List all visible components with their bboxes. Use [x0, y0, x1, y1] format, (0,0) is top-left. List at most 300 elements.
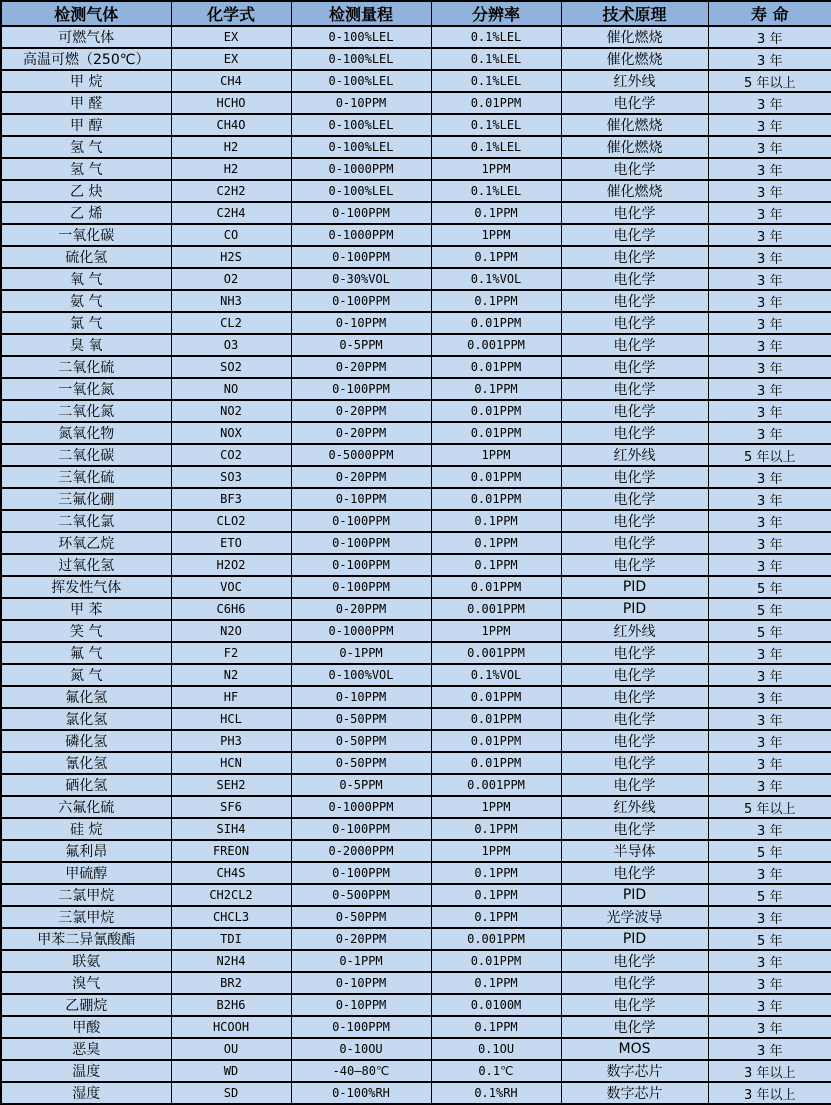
cell-lifespan: 3 年: [708, 422, 831, 444]
cell-resolution: 0.001PPM: [431, 774, 561, 796]
cell-lifespan: 3 年: [708, 708, 831, 730]
cell-gas: 氢 气: [1, 158, 171, 180]
cell-chemical-formula: HCOOH: [171, 1016, 291, 1038]
table-row: [1, 972, 831, 994]
cell-chemical-formula: HCHO: [171, 92, 291, 114]
cell-gas: 氟化氢: [1, 686, 171, 708]
cell-gas: 磷化氢: [1, 730, 171, 752]
cell-resolution: 0.1%LEL: [431, 180, 561, 202]
cell-resolution: 1PPM: [431, 444, 561, 466]
cell-chemical-formula: C2H4: [171, 202, 291, 224]
table-row: [1, 774, 831, 796]
cell-resolution: 0.1PPM: [431, 972, 561, 994]
table-row: [1, 906, 831, 928]
cell-chemical-formula: WD: [171, 1060, 291, 1082]
cell-gas: 氨 气: [1, 290, 171, 312]
cell-lifespan: 3 年以上: [708, 1082, 831, 1104]
table-row: [1, 290, 831, 312]
cell-detection-range: 0-100PPM: [291, 510, 431, 532]
cell-chemical-formula: CH4O: [171, 114, 291, 136]
table-row: [1, 1060, 831, 1082]
cell-resolution: 0.1PPM: [431, 290, 561, 312]
table-row: [1, 708, 831, 730]
table-row: [1, 158, 831, 180]
cell-detection-range: 0-1000PPM: [291, 620, 431, 642]
cell-technology: 电化学: [561, 158, 708, 180]
cell-chemical-formula: SO2: [171, 356, 291, 378]
cell-detection-range: 0-100PPM: [291, 1016, 431, 1038]
table-row: [1, 532, 831, 554]
cell-technology: 电化学: [561, 818, 708, 840]
cell-detection-range: 0-100%LEL: [291, 48, 431, 70]
cell-gas: 二氯甲烷: [1, 884, 171, 906]
cell-detection-range: 0-10PPM: [291, 994, 431, 1016]
cell-chemical-formula: BR2: [171, 972, 291, 994]
cell-detection-range: 0-1PPM: [291, 642, 431, 664]
cell-resolution: 1PPM: [431, 796, 561, 818]
cell-lifespan: 3 年: [708, 26, 831, 48]
cell-technology: 电化学: [561, 378, 708, 400]
cell-lifespan: 3 年: [708, 246, 831, 268]
cell-resolution: 0.1OU: [431, 1038, 561, 1060]
cell-chemical-formula: C2H2: [171, 180, 291, 202]
cell-technology: 电化学: [561, 246, 708, 268]
cell-lifespan: 3 年以上: [708, 1060, 831, 1082]
cell-detection-range: 0-1000PPM: [291, 796, 431, 818]
cell-gas: 甲 醛: [1, 92, 171, 114]
cell-technology: 光学波导: [561, 906, 708, 928]
cell-resolution: 0.0100M: [431, 994, 561, 1016]
table-row: [1, 466, 831, 488]
cell-gas: 硅 烷: [1, 818, 171, 840]
cell-resolution: 0.1PPM: [431, 554, 561, 576]
cell-technology: 电化学: [561, 290, 708, 312]
cell-resolution: 0.01PPM: [431, 686, 561, 708]
cell-resolution: 0.1PPM: [431, 378, 561, 400]
header-row: [1, 1, 831, 26]
cell-technology: 半导体: [561, 840, 708, 862]
table-row: [1, 92, 831, 114]
cell-technology: 电化学: [561, 334, 708, 356]
cell-gas: 三氧化硫: [1, 466, 171, 488]
cell-detection-range: 0-20PPM: [291, 400, 431, 422]
column-header-chemical-formula: 化学式: [171, 1, 291, 26]
cell-gas: 氟利昂: [1, 840, 171, 862]
table-row: [1, 818, 831, 840]
cell-chemical-formula: NO2: [171, 400, 291, 422]
table-row: [1, 488, 831, 510]
cell-technology: 电化学: [561, 422, 708, 444]
cell-detection-range: 0-100PPM: [291, 378, 431, 400]
cell-detection-range: 0-50PPM: [291, 752, 431, 774]
table-body: [1, 26, 831, 1104]
cell-technology: 红外线: [561, 444, 708, 466]
cell-lifespan: 3 年: [708, 466, 831, 488]
cell-lifespan: 3 年: [708, 92, 831, 114]
cell-lifespan: 3 年: [708, 136, 831, 158]
table-row: [1, 378, 831, 400]
cell-technology: 电化学: [561, 312, 708, 334]
table-row: [1, 840, 831, 862]
table-row: [1, 444, 831, 466]
cell-resolution: 0.1PPM: [431, 884, 561, 906]
cell-detection-range: 0-20PPM: [291, 422, 431, 444]
cell-lifespan: 3 年: [708, 268, 831, 290]
cell-chemical-formula: SD: [171, 1082, 291, 1104]
cell-gas: 湿度: [1, 1082, 171, 1104]
cell-technology: 电化学: [561, 224, 708, 246]
cell-gas: 三氟化硼: [1, 488, 171, 510]
cell-lifespan: 3 年: [708, 950, 831, 972]
cell-technology: 电化学: [561, 400, 708, 422]
cell-lifespan: 3 年: [708, 202, 831, 224]
cell-detection-range: 0-10PPM: [291, 92, 431, 114]
cell-chemical-formula: CH4: [171, 70, 291, 92]
cell-chemical-formula: CL2: [171, 312, 291, 334]
column-header-lifespan: 寿 命: [708, 1, 831, 26]
cell-chemical-formula: ETO: [171, 532, 291, 554]
cell-lifespan: 3 年: [708, 488, 831, 510]
cell-gas: 甲 醇: [1, 114, 171, 136]
cell-resolution: 0.001PPM: [431, 598, 561, 620]
cell-chemical-formula: SF6: [171, 796, 291, 818]
table-row: [1, 796, 831, 818]
cell-gas: 挥发性气体: [1, 576, 171, 598]
cell-lifespan: 3 年: [708, 158, 831, 180]
cell-chemical-formula: H2S: [171, 246, 291, 268]
cell-technology: 催化燃烧: [561, 48, 708, 70]
table-row: [1, 136, 831, 158]
cell-chemical-formula: OU: [171, 1038, 291, 1060]
cell-resolution: 0.01PPM: [431, 950, 561, 972]
cell-gas: 甲 烷: [1, 70, 171, 92]
table-row: [1, 1038, 831, 1060]
cell-chemical-formula: C6H6: [171, 598, 291, 620]
cell-detection-range: -40—80℃: [291, 1060, 431, 1082]
column-header-gas: 检测气体: [1, 1, 171, 26]
cell-resolution: 1PPM: [431, 840, 561, 862]
cell-resolution: 0.1PPM: [431, 818, 561, 840]
cell-gas: 甲硫醇: [1, 862, 171, 884]
cell-chemical-formula: VOC: [171, 576, 291, 598]
cell-detection-range: 0-100%LEL: [291, 26, 431, 48]
cell-chemical-formula: CO: [171, 224, 291, 246]
cell-resolution: 0.1PPM: [431, 862, 561, 884]
cell-technology: 电化学: [561, 862, 708, 884]
cell-resolution: 0.1PPM: [431, 532, 561, 554]
cell-technology: 电化学: [561, 554, 708, 576]
cell-resolution: 0.01PPM: [431, 422, 561, 444]
cell-gas: 恶臭: [1, 1038, 171, 1060]
cell-chemical-formula: O2: [171, 268, 291, 290]
cell-detection-range: 0-500PPM: [291, 884, 431, 906]
cell-technology: 电化学: [561, 730, 708, 752]
cell-gas: 二氧化硫: [1, 356, 171, 378]
cell-lifespan: 3 年: [708, 752, 831, 774]
cell-lifespan: 3 年: [708, 312, 831, 334]
cell-gas: 氟 气: [1, 642, 171, 664]
cell-detection-range: 0-100%LEL: [291, 114, 431, 136]
cell-chemical-formula: H2: [171, 158, 291, 180]
table-row: [1, 70, 831, 92]
cell-detection-range: 0-100PPM: [291, 246, 431, 268]
cell-lifespan: 5 年以上: [708, 70, 831, 92]
cell-technology: 电化学: [561, 202, 708, 224]
cell-gas: 氯化氢: [1, 708, 171, 730]
cell-detection-range: 0-1000PPM: [291, 158, 431, 180]
cell-technology: 红外线: [561, 620, 708, 642]
cell-lifespan: 3 年: [708, 1038, 831, 1060]
cell-chemical-formula: CO2: [171, 444, 291, 466]
cell-technology: 电化学: [561, 356, 708, 378]
cell-lifespan: 3 年: [708, 1016, 831, 1038]
table-row: [1, 246, 831, 268]
cell-resolution: 0.1PPM: [431, 1016, 561, 1038]
cell-technology: 数字芯片: [561, 1060, 708, 1082]
cell-chemical-formula: CH2CL2: [171, 884, 291, 906]
cell-chemical-formula: NOX: [171, 422, 291, 444]
cell-resolution: 0.1%LEL: [431, 136, 561, 158]
cell-detection-range: 0-30%VOL: [291, 268, 431, 290]
table-row: [1, 928, 831, 950]
cell-technology: 电化学: [561, 92, 708, 114]
column-header-technology: 技术原理: [561, 1, 708, 26]
cell-technology: 电化学: [561, 532, 708, 554]
cell-detection-range: 0-100PPM: [291, 576, 431, 598]
cell-detection-range: 0-5PPM: [291, 334, 431, 356]
cell-lifespan: 3 年: [708, 510, 831, 532]
cell-chemical-formula: NH3: [171, 290, 291, 312]
cell-detection-range: 0-100%LEL: [291, 180, 431, 202]
cell-gas: 氯 气: [1, 312, 171, 334]
cell-gas: 乙 炔: [1, 180, 171, 202]
cell-chemical-formula: N2O: [171, 620, 291, 642]
cell-technology: PID: [561, 576, 708, 598]
cell-detection-range: 0-1PPM: [291, 950, 431, 972]
cell-gas: 氢 气: [1, 136, 171, 158]
cell-resolution: 0.1PPM: [431, 510, 561, 532]
table-row: [1, 268, 831, 290]
cell-gas: 臭 氧: [1, 334, 171, 356]
cell-gas: 甲苯二异氰酸酯: [1, 928, 171, 950]
cell-gas: 高温可燃（250℃）: [1, 48, 171, 70]
cell-resolution: 0.001PPM: [431, 334, 561, 356]
cell-technology: 电化学: [561, 466, 708, 488]
cell-detection-range: 0-50PPM: [291, 906, 431, 928]
cell-gas: 一氧化碳: [1, 224, 171, 246]
cell-lifespan: 5 年: [708, 576, 831, 598]
cell-resolution: 0.1PPM: [431, 906, 561, 928]
cell-gas: 二氧化氮: [1, 400, 171, 422]
cell-resolution: 0.1%LEL: [431, 70, 561, 92]
cell-technology: 电化学: [561, 972, 708, 994]
cell-gas: 甲酸: [1, 1016, 171, 1038]
cell-technology: 电化学: [561, 268, 708, 290]
table-row: [1, 1082, 831, 1104]
cell-chemical-formula: NO: [171, 378, 291, 400]
cell-resolution: 0.01PPM: [431, 730, 561, 752]
table-row: [1, 730, 831, 752]
cell-gas: 氰化氢: [1, 752, 171, 774]
cell-detection-range: 0-100PPM: [291, 554, 431, 576]
cell-gas: 三氯甲烷: [1, 906, 171, 928]
cell-chemical-formula: O3: [171, 334, 291, 356]
cell-lifespan: 3 年: [708, 290, 831, 312]
cell-chemical-formula: CLO2: [171, 510, 291, 532]
cell-chemical-formula: N2: [171, 664, 291, 686]
table-row: [1, 752, 831, 774]
cell-detection-range: 0-100PPM: [291, 202, 431, 224]
cell-chemical-formula: EX: [171, 48, 291, 70]
cell-resolution: 0.1℃: [431, 1060, 561, 1082]
cell-lifespan: 3 年: [708, 906, 831, 928]
cell-lifespan: 5 年: [708, 840, 831, 862]
table-row: [1, 26, 831, 48]
cell-detection-range: 0-20PPM: [291, 598, 431, 620]
cell-chemical-formula: H2O2: [171, 554, 291, 576]
cell-chemical-formula: B2H6: [171, 994, 291, 1016]
cell-gas: 二氧化氯: [1, 510, 171, 532]
cell-lifespan: 3 年: [708, 48, 831, 70]
cell-detection-range: 0-100%LEL: [291, 136, 431, 158]
cell-detection-range: 0-10PPM: [291, 312, 431, 334]
cell-technology: 电化学: [561, 664, 708, 686]
table-row: [1, 202, 831, 224]
cell-resolution: 0.01PPM: [431, 752, 561, 774]
cell-lifespan: 3 年: [708, 994, 831, 1016]
cell-detection-range: 0-2000PPM: [291, 840, 431, 862]
cell-technology: 催化燃烧: [561, 136, 708, 158]
cell-chemical-formula: SO3: [171, 466, 291, 488]
cell-lifespan: 3 年: [708, 554, 831, 576]
cell-gas: 可燃气体: [1, 26, 171, 48]
cell-gas: 硒化氢: [1, 774, 171, 796]
table-row: [1, 862, 831, 884]
cell-gas: 二氧化碳: [1, 444, 171, 466]
cell-detection-range: 0-100PPM: [291, 862, 431, 884]
cell-gas: 溴气: [1, 972, 171, 994]
table-row: [1, 664, 831, 686]
table-row: [1, 950, 831, 972]
cell-lifespan: 3 年: [708, 224, 831, 246]
cell-lifespan: 5 年以上: [708, 796, 831, 818]
cell-technology: 电化学: [561, 774, 708, 796]
table-row: [1, 994, 831, 1016]
cell-resolution: 1PPM: [431, 158, 561, 180]
cell-detection-range: 0-10OU: [291, 1038, 431, 1060]
column-header-resolution: 分辨率: [431, 1, 561, 26]
cell-technology: 电化学: [561, 488, 708, 510]
cell-chemical-formula: F2: [171, 642, 291, 664]
cell-resolution: 0.1PPM: [431, 202, 561, 224]
cell-technology: MOS: [561, 1038, 708, 1060]
cell-resolution: 0.001PPM: [431, 928, 561, 950]
cell-resolution: 1PPM: [431, 620, 561, 642]
cell-technology: 催化燃烧: [561, 180, 708, 202]
cell-gas: 乙硼烷: [1, 994, 171, 1016]
table-row: [1, 356, 831, 378]
cell-resolution: 0.1%LEL: [431, 26, 561, 48]
cell-gas: 六氟化硫: [1, 796, 171, 818]
cell-detection-range: 0-100PPM: [291, 818, 431, 840]
cell-technology: 电化学: [561, 752, 708, 774]
cell-chemical-formula: HCL: [171, 708, 291, 730]
table-row: [1, 114, 831, 136]
cell-resolution: 1PPM: [431, 224, 561, 246]
table-row: [1, 1016, 831, 1038]
table-row: [1, 510, 831, 532]
cell-chemical-formula: CH4S: [171, 862, 291, 884]
cell-lifespan: 3 年: [708, 532, 831, 554]
cell-lifespan: 3 年: [708, 686, 831, 708]
cell-resolution: 0.1%VOL: [431, 664, 561, 686]
cell-lifespan: 3 年: [708, 378, 831, 400]
cell-chemical-formula: PH3: [171, 730, 291, 752]
cell-resolution: 0.01PPM: [431, 488, 561, 510]
cell-resolution: 0.1%VOL: [431, 268, 561, 290]
cell-resolution: 0.01PPM: [431, 708, 561, 730]
table-row: [1, 642, 831, 664]
cell-technology: 电化学: [561, 950, 708, 972]
cell-lifespan: 3 年: [708, 818, 831, 840]
table-row: [1, 224, 831, 246]
cell-gas: 一氧化氮: [1, 378, 171, 400]
cell-lifespan: 5 年以上: [708, 444, 831, 466]
table-row: [1, 422, 831, 444]
cell-gas: 环氧乙烷: [1, 532, 171, 554]
cell-lifespan: 5 年: [708, 884, 831, 906]
cell-gas: 氮氧化物: [1, 422, 171, 444]
cell-detection-range: 0-10PPM: [291, 488, 431, 510]
table-row: [1, 620, 831, 642]
cell-detection-range: 0-10PPM: [291, 972, 431, 994]
cell-technology: 催化燃烧: [561, 26, 708, 48]
cell-lifespan: 3 年: [708, 400, 831, 422]
table-row: [1, 400, 831, 422]
cell-lifespan: 3 年: [708, 730, 831, 752]
table-row: [1, 334, 831, 356]
cell-detection-range: 0-100PPM: [291, 290, 431, 312]
cell-gas: 联氨: [1, 950, 171, 972]
cell-chemical-formula: N2H4: [171, 950, 291, 972]
cell-lifespan: 3 年: [708, 642, 831, 664]
cell-resolution: 0.01PPM: [431, 356, 561, 378]
cell-chemical-formula: BF3: [171, 488, 291, 510]
cell-resolution: 0.01PPM: [431, 92, 561, 114]
cell-detection-range: 0-10PPM: [291, 686, 431, 708]
cell-detection-range: 0-100PPM: [291, 532, 431, 554]
cell-detection-range: 0-5000PPM: [291, 444, 431, 466]
cell-technology: 电化学: [561, 994, 708, 1016]
cell-lifespan: 5 年: [708, 598, 831, 620]
cell-detection-range: 0-20PPM: [291, 356, 431, 378]
cell-resolution: 0.1%LEL: [431, 114, 561, 136]
cell-technology: 红外线: [561, 796, 708, 818]
cell-detection-range: 0-100%VOL: [291, 664, 431, 686]
cell-detection-range: 0-5PPM: [291, 774, 431, 796]
cell-lifespan: 3 年: [708, 774, 831, 796]
table-row: [1, 576, 831, 598]
cell-technology: 催化燃烧: [561, 114, 708, 136]
table-row: [1, 180, 831, 202]
cell-chemical-formula: HCN: [171, 752, 291, 774]
cell-technology: PID: [561, 884, 708, 906]
cell-chemical-formula: FREON: [171, 840, 291, 862]
cell-resolution: 0.1PPM: [431, 246, 561, 268]
cell-resolution: 0.1%RH: [431, 1082, 561, 1104]
cell-resolution: 0.01PPM: [431, 400, 561, 422]
cell-technology: 电化学: [561, 510, 708, 532]
